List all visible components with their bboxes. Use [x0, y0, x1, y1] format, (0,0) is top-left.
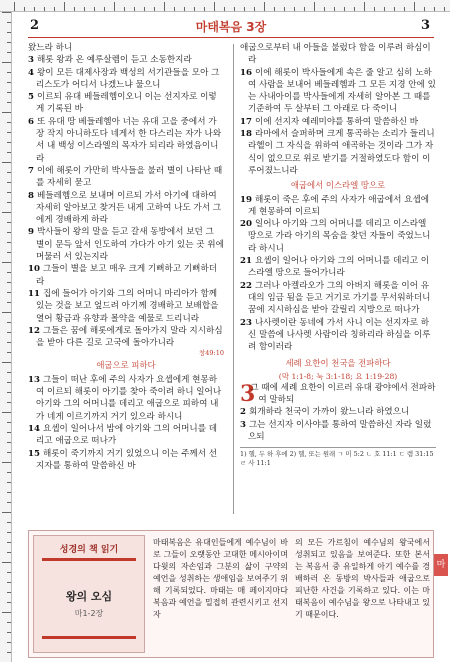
ruler-tick — [2, 412, 11, 413]
guide-text-1: 마태복음은 유대인들에게 예수님이 바로 그들이 오랫동안 고대한 메시아이며 다윗의 자손임과 그분의 삶이 구약의 예언을 성취하는 생애임을 보여주기 위해 기록되었다. 마태는 매 페이지마다 복음과 예언을 밀접히 관련시키고 선지자 — [153, 538, 288, 619]
verse-number: 8 — [28, 190, 37, 201]
ruler-tick — [204, 7, 205, 11]
cross-reference: 창49:10 — [198, 349, 224, 358]
ruler-tick — [7, 32, 11, 33]
ruler-tick — [2, 462, 11, 463]
ruler-tick — [154, 7, 155, 11]
guide-text-2: 의 모든 가르침이 예수님의 왕국에서 성취되고 있음을 보여준다. 또한 본서는 복음서 중 유일하게 아기 예수를 경배하러 온 동방의 박사들과 애굽으로 피난한 사건을 기록하고 있다. 이는 마태복음이 예수님을 왕으로 나타내고 있기 때문이다. — [295, 538, 430, 619]
ruler-tick — [234, 7, 235, 11]
left-ruler — [0, 12, 12, 662]
ruler-tick — [374, 7, 375, 11]
ruler-tick — [7, 172, 11, 173]
verse-text: 왔느라 하니 — [28, 43, 73, 53]
ruler-tick — [2, 612, 11, 613]
ruler-tick — [7, 232, 11, 233]
page-number-right: 3 — [420, 18, 430, 33]
verse-number: 14 — [28, 423, 43, 434]
verse — [28, 42, 224, 54]
verse-text: 이에 선지자 예레미야를 통하여 말씀하신 바 — [254, 116, 419, 127]
ruler-tick — [7, 392, 11, 393]
ruler-tick — [264, 2, 265, 11]
ruler-tick — [74, 7, 75, 11]
right-column — [240, 42, 436, 467]
verse — [240, 382, 436, 407]
ruler-tick — [2, 312, 11, 313]
verse — [240, 419, 436, 444]
verse-text: 요셉이 일어나 아기와 그의 어머니를 데리고 이스라엘 땅으로 들어가니라 — [248, 256, 430, 279]
ruler-tick — [7, 502, 11, 503]
verse-number: 19 — [240, 194, 255, 205]
verse-number: 3 — [240, 419, 249, 430]
ruler-tick — [7, 302, 11, 303]
ruler-tick — [144, 7, 145, 11]
ruler-tick — [7, 272, 11, 273]
ruler-tick — [14, 2, 15, 11]
verse — [28, 263, 224, 288]
ruler-tick — [7, 82, 11, 83]
chapter-number: 3 — [240, 380, 256, 407]
verse-number: 15 — [28, 448, 43, 459]
book-index-tab[interactable]: 마 — [434, 554, 448, 576]
ruler-tick — [174, 7, 175, 11]
verse-number: 13 — [28, 374, 43, 385]
verse — [28, 190, 224, 227]
ruler-tick — [314, 2, 315, 11]
ruler-tick — [7, 402, 11, 403]
section-heading-israel: 애굽에서 이스라엘 땅으로 — [290, 180, 386, 191]
reading-guide-badge — [33, 535, 145, 653]
verse-text: 해롯이 죽기까지 거기 있었으니 이는 주께서 선지자를 통하여 말씀하신 바 — [36, 448, 218, 471]
verse-text: 그러나 아켈라오가 그의 아버지 해롯을 이어 유대의 임금 됨을 듣고 거기로 가기를 무서워하더니 꿈에 지시하심을 받아 갈릴리 지방으로 떠나가 — [248, 280, 431, 316]
verse-number: 5 — [28, 92, 37, 103]
ruler-tick — [7, 532, 11, 533]
verse-text: 그들이 떠난 후에 주의 사자가 요셉에게 현몽하여 이르되 해롯이 아기를 찾아 죽이려 하니 일어나 아기와 그의 어머니를 데리고 애굽으로 피하여 내가 네게 이르기까지 거기 있으라 하시니 — [36, 374, 222, 422]
verse — [28, 288, 224, 325]
parallel-references: (막 1:1-8; 눅 3:1-18; 요 1:19-28) — [278, 371, 398, 381]
ruler-tick — [2, 212, 11, 213]
ruler-tick — [44, 7, 45, 11]
ruler-tick — [7, 102, 11, 103]
verse-text: 베들레헴으로 보내며 이르되 가서 아기에 대하여 자세히 알아보고 찾거든 내게 고하여 나도 가서 그에게 경배하게 하라 — [36, 190, 222, 226]
ruler-tick — [7, 432, 11, 433]
ruler-tick — [7, 582, 11, 583]
badge-main-title: 왕의 오심 — [65, 590, 113, 603]
verse — [240, 317, 436, 354]
ruler-tick — [2, 62, 11, 63]
ruler-tick — [2, 12, 11, 13]
ruler-tick — [2, 362, 11, 363]
ruler-tick — [254, 7, 255, 11]
ruler-tick — [7, 52, 11, 53]
ruler-tick — [7, 372, 11, 373]
ruler-tick — [7, 242, 11, 243]
ruler-tick — [7, 342, 11, 343]
ruler-tick — [34, 7, 35, 11]
ruler-tick — [134, 7, 135, 11]
ruler-tick — [104, 7, 105, 11]
page-header — [14, 18, 448, 38]
verse-text: 애굽으로부터 내 아들을 불렀다 함을 이루려 하심이라 — [240, 43, 431, 66]
ruler-tick — [7, 472, 11, 473]
verse — [240, 116, 436, 128]
verse-text: 회개하라 천국이 가까이 왔느니라 하였으니 — [248, 407, 410, 418]
ruler-tick — [284, 7, 285, 11]
verse — [28, 91, 224, 116]
ruler-tick — [434, 7, 435, 11]
verse-number: 17 — [240, 116, 255, 127]
ruler-tick — [7, 482, 11, 483]
ruler-tick — [7, 292, 11, 293]
ruler-tick — [7, 352, 11, 353]
ruler-tick — [7, 382, 11, 383]
ruler-tick — [274, 7, 275, 11]
verse-number: 22 — [240, 280, 255, 291]
ruler-tick — [294, 7, 295, 11]
ruler-tick — [7, 202, 11, 203]
ruler-tick — [84, 7, 85, 11]
badge-ornament-top — [42, 558, 136, 561]
verse — [28, 448, 224, 473]
ruler-tick — [64, 2, 65, 11]
verse-number: 18 — [240, 129, 255, 140]
ruler-tick — [7, 132, 11, 133]
ruler-tick — [7, 592, 11, 593]
ruler-tick — [214, 2, 215, 11]
ruler-tick — [7, 422, 11, 423]
verse-text: 이에 해롯이 박사들에게 속은 줄 알고 심히 노하여 사람을 보내어 베들레헴과 그 모든 지경 안에 있는 사내아이를 박사들에게 자세히 알아본 그 때를 기준하여 두 살부터 그 아래로 다 죽이니 — [248, 67, 436, 115]
verse-text: 그들은 꿈에 해롯에게로 돌아가지 말라 지시하심을 받아 다른 길로 고국에 돌아가니라 — [36, 325, 223, 349]
ruler-tick — [124, 7, 125, 11]
ruler-tick — [7, 552, 11, 553]
verse — [240, 280, 436, 317]
verse-number: 2 — [240, 407, 249, 418]
ruler-tick — [7, 442, 11, 443]
ruler-tick — [7, 572, 11, 573]
verse — [28, 165, 224, 190]
chapter-start — [240, 382, 436, 443]
ruler-tick — [7, 602, 11, 603]
ruler-tick — [7, 282, 11, 283]
ruler-tick — [334, 7, 335, 11]
ruler-tick — [244, 7, 245, 11]
verse-text: 왕이 모든 대제사장과 백성의 서기관들을 모아 그리스도가 어디서 나겠느냐 물으니 — [36, 67, 220, 90]
verse-text: 해롯 왕과 온 예루살렘이 듣고 소동한지라 — [36, 55, 192, 66]
ruler-tick — [324, 7, 325, 11]
verse — [28, 423, 224, 448]
verse — [240, 218, 436, 255]
verse-number: 9 — [28, 227, 37, 238]
ruler-tick — [344, 7, 345, 11]
ruler-tick — [7, 332, 11, 333]
verse-number: 21 — [240, 256, 255, 267]
ruler-tick — [7, 492, 11, 493]
ruler-tick — [414, 2, 415, 11]
header-rule — [28, 37, 434, 38]
ruler-tick — [404, 7, 405, 11]
ruler-tick — [184, 7, 185, 11]
verse-text: 이르되 유대 베들레헴이오니 이는 선지자로 이렇게 기록된 바 — [36, 92, 217, 115]
verse — [240, 67, 436, 116]
badge-title: 성경의 책 읽기 — [59, 545, 119, 555]
verse — [28, 67, 224, 92]
verse-text: 일어나 아기와 그의 어머니를 데리고 이스라엘 땅으로 가라 아기의 목숨을 찾던 자들이 죽었느니라 하시니 — [248, 219, 431, 254]
bible-page — [14, 14, 448, 660]
verse — [28, 325, 224, 350]
top-ruler — [0, 0, 450, 12]
verse-number: 23 — [240, 317, 255, 328]
ruler-tick — [54, 7, 55, 11]
column-divider — [233, 44, 234, 514]
left-column — [28, 42, 224, 472]
section-heading-egypt: 애굽으로 피하다 — [96, 360, 156, 371]
verse — [28, 54, 224, 66]
verse-text: 이에 해롯이 가만히 박사들을 불러 별이 나타난 때를 자세히 묻고 — [36, 165, 223, 189]
ruler-tick — [7, 322, 11, 323]
verse-number: 20 — [240, 219, 255, 230]
verse-text: 집에 들어가 아기와 그의 어머니 마리아가 함께 있는 것을 보고 엎드려 아기께 경배하고 보배합을 열어 황금과 유향과 몰약을 예물로 드리니라 — [36, 288, 219, 324]
badge-ornament-bottom — [42, 636, 136, 639]
ruler-tick — [7, 652, 11, 653]
ruler-tick — [444, 7, 445, 11]
verse-number: 12 — [28, 325, 43, 336]
ruler-tick — [7, 72, 11, 73]
verse — [240, 194, 436, 219]
ruler-tick — [7, 632, 11, 633]
ruler-tick — [194, 7, 195, 11]
footnotes: 1) 헬, 두 하 후에 2) 헬, 또는 원래 ㄱ 미 5:2 ㄴ 호 11:1 ㄷ 렘 31:15 ㄹ 사 11:1 — [240, 447, 436, 467]
verse-number: 3 — [28, 55, 37, 66]
reading-guide-box — [28, 530, 434, 658]
verse-number: 11 — [28, 288, 43, 299]
ruler-tick — [304, 7, 305, 11]
ruler-tick — [424, 7, 425, 11]
verse — [240, 255, 436, 280]
ruler-tick — [7, 222, 11, 223]
page-number-left: 2 — [30, 18, 40, 33]
verse-text: 요셉이 일어나서 밤에 아기와 그의 어머니를 데리고 애굽으로 떠나가 — [36, 423, 218, 447]
ruler-tick — [24, 7, 25, 11]
verse-number: 6 — [28, 116, 37, 127]
ruler-tick — [394, 7, 395, 11]
ruler-tick — [7, 252, 11, 253]
verse-text: 그는 선지자 이사야를 통하여 말씀하신 자라 일렀으되 — [248, 419, 432, 442]
ruler-tick — [164, 2, 165, 11]
ruler-tick — [7, 92, 11, 93]
chapter-title: 마태복음 3장 — [195, 20, 267, 34]
ruler-tick — [7, 122, 11, 123]
ruler-tick — [7, 152, 11, 153]
ruler-tick — [364, 2, 365, 11]
ruler-tick — [7, 542, 11, 543]
ruler-tick — [224, 7, 225, 11]
ruler-tick — [114, 2, 115, 11]
verse — [28, 226, 224, 263]
ruler-tick — [7, 642, 11, 643]
verse — [240, 128, 436, 177]
verse — [240, 406, 436, 418]
verse-text: 나사렛이란 동네에 가서 사니 이는 선지자로 하신 말씀에 나사렛 사람이라 칭하리라 하심을 이루려 함이러라 — [248, 317, 431, 353]
verse-number: 4 — [28, 67, 37, 78]
verse-text: 그들이 별을 보고 매우 크게 기뻐하고 기뻐하더라 — [36, 264, 218, 287]
verse — [240, 42, 436, 67]
verse-text: 라마에서 슬퍼하며 크게 통곡하는 소리가 들리니 라헬이 그 자식을 위하여 애곡하는 것이라 그가 자식이 없으므로 위로 받기를 거절하였도다 함이 이루어졌느니라 — [248, 129, 435, 176]
ruler-tick — [7, 622, 11, 623]
ruler-tick — [2, 512, 11, 513]
ruler-tick — [2, 562, 11, 563]
ruler-tick — [354, 7, 355, 11]
ruler-tick — [2, 112, 11, 113]
badge-subtitle: 마1-2장 — [74, 609, 104, 618]
ruler-tick — [7, 42, 11, 43]
ruler-tick — [7, 452, 11, 453]
verse-text: 박사들이 왕의 말을 듣고 갈새 동방에서 보던 그 별이 문득 앞서 인도하여 가다가 아기 있는 곳 위에 머물러 서 있는지라 — [36, 227, 224, 263]
ruler-tick — [7, 22, 11, 23]
ruler-tick — [94, 7, 95, 11]
ruler-tick — [7, 142, 11, 143]
verse-text: 또 유대 땅 베들레헴아 너는 유대 고을 중에서 가장 작지 아니하도다 네게서 한 다스리는 자가 나와서 내 백성 이스라엘의 목자가 되리라 하였음이니라 — [36, 116, 222, 164]
verse-number: 7 — [28, 165, 37, 176]
verse-text: 해롯이 죽은 후에 주의 사자가 애굽에서 요셉에게 현몽하여 이르되 — [248, 194, 430, 217]
ruler-tick — [2, 262, 11, 263]
verse-number: 10 — [28, 264, 43, 275]
ruler-tick — [384, 7, 385, 11]
verse-number: 16 — [240, 67, 255, 78]
verse-text: 그 때에 세례 요한이 이르러 유대 광야에서 전파하여 말하되 — [250, 382, 436, 406]
ruler-tick — [7, 192, 11, 193]
ruler-tick — [7, 522, 11, 523]
ruler-tick — [7, 182, 11, 183]
verse — [28, 116, 224, 165]
verse — [28, 374, 224, 423]
ruler-tick — [2, 162, 11, 163]
section-heading-john: 세례 요한이 천국을 전파하다 — [285, 358, 391, 369]
